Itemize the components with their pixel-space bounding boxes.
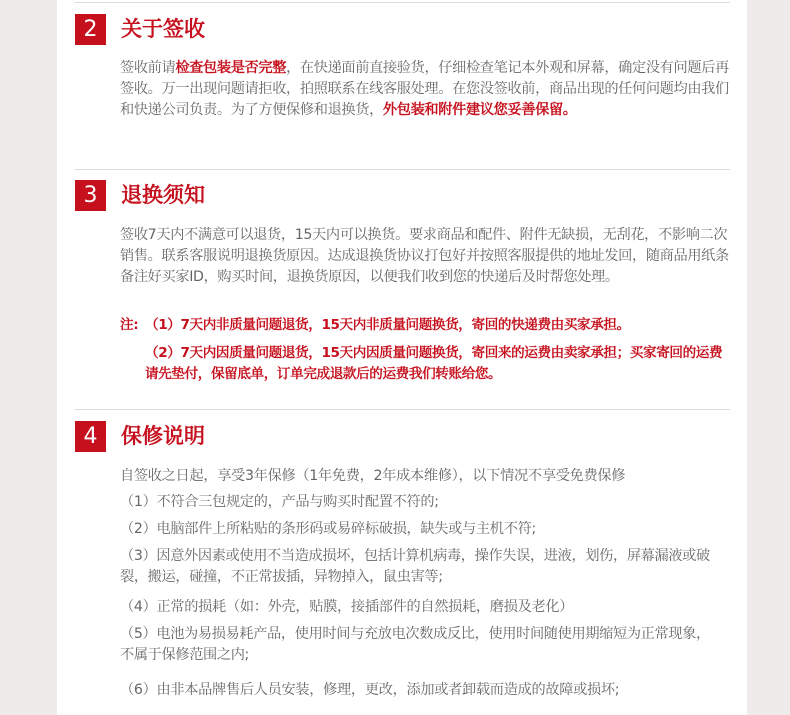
section-title-receipt: 关于签收 (121, 17, 205, 41)
note-item-2: （2）7天内因质量问题退货，15天内因质量问题换货，寄回来的运费由卖家承担；买家寄回的运费请先垫付，保留底单，订单完成退款后的运费我们转账给您。 (145, 345, 723, 382)
warranty-item-2: （2）电脑部件上所粘贴的条形码或易碎标破损，缺失或与主机不符; (120, 521, 536, 537)
section-divider (75, 409, 730, 410)
content-page (57, 0, 747, 715)
section-divider (75, 2, 730, 3)
warranty-item-5: （5）电池为易损易耗产品，使用时间与充放电次数成反比，使用时间随使用期缩短为正常现象，不属于保修范围之内; (120, 626, 710, 663)
section-title-returns: 退换须知 (121, 183, 205, 207)
warranty-intro: 自签收之日起，享受3年保修（1年免费，2年成本维修），以下情况不享受免费保修 (120, 468, 626, 484)
note-item-1: （1）7天内非质量问题退货，15天内非质量问题换货，寄回的快递费由买家承担。 (145, 317, 630, 333)
section-title-warranty: 保修说明 (121, 424, 205, 448)
check-package-highlight: 检查包装是否完整 (175, 60, 287, 76)
note-label: 注: (120, 317, 139, 333)
section-number-badge: 4 (75, 421, 106, 452)
returns-paragraph: 签收7天内不满意可以退货，15天内可以换货。要求商品和配件、附件无缺损，无刮花，不影响二次销售。联系客服说明退换货原因。达成退换货协议打包好并按照客服提供的地址发回，随商品用纸条备注好买家ID，购买时间，退换货原因，以便我们收到您的快递后及时帮您处理。 (120, 227, 729, 285)
warranty-item-3: （3）因意外因素或使用不当造成损坏，包括计算机病毒，操作失误，进液，划伤，屏幕漏液或破裂，搬运，碰撞，不正常拔插，异物掉入，鼠虫害等; (120, 548, 710, 585)
warranty-item-1: （1）不符合三包规定的，产品与购买时配置不符的; (120, 494, 439, 510)
warranty-item-6: （6）由非本品牌售后人员安装，修理，更改，添加或者卸载而造成的故障或损坏; (120, 682, 620, 698)
section-number-badge: 2 (75, 14, 106, 45)
receipt-paragraph: 签收前请检查包装是否完整，在快递面前直接验货，仔细检查笔记本外观和屏幕，确定没有问题后再签收。万一出现问题请拒收，拍照联系在线客服处理。在您没签收前，商品出现的任何问题均由我们和快递公司负责。为了方便保修和退换货，外包装和附件建议您妥善保留。 (120, 60, 729, 118)
section-number-badge: 3 (75, 180, 106, 211)
section-divider (75, 169, 730, 170)
warranty-item-4: （4）正常的损耗（如：外壳，贴膜，接插部件的自然损耗，磨损及老化） (120, 599, 574, 615)
keep-package-highlight: 外包装和附件建议您妥善保留。 (382, 102, 577, 118)
